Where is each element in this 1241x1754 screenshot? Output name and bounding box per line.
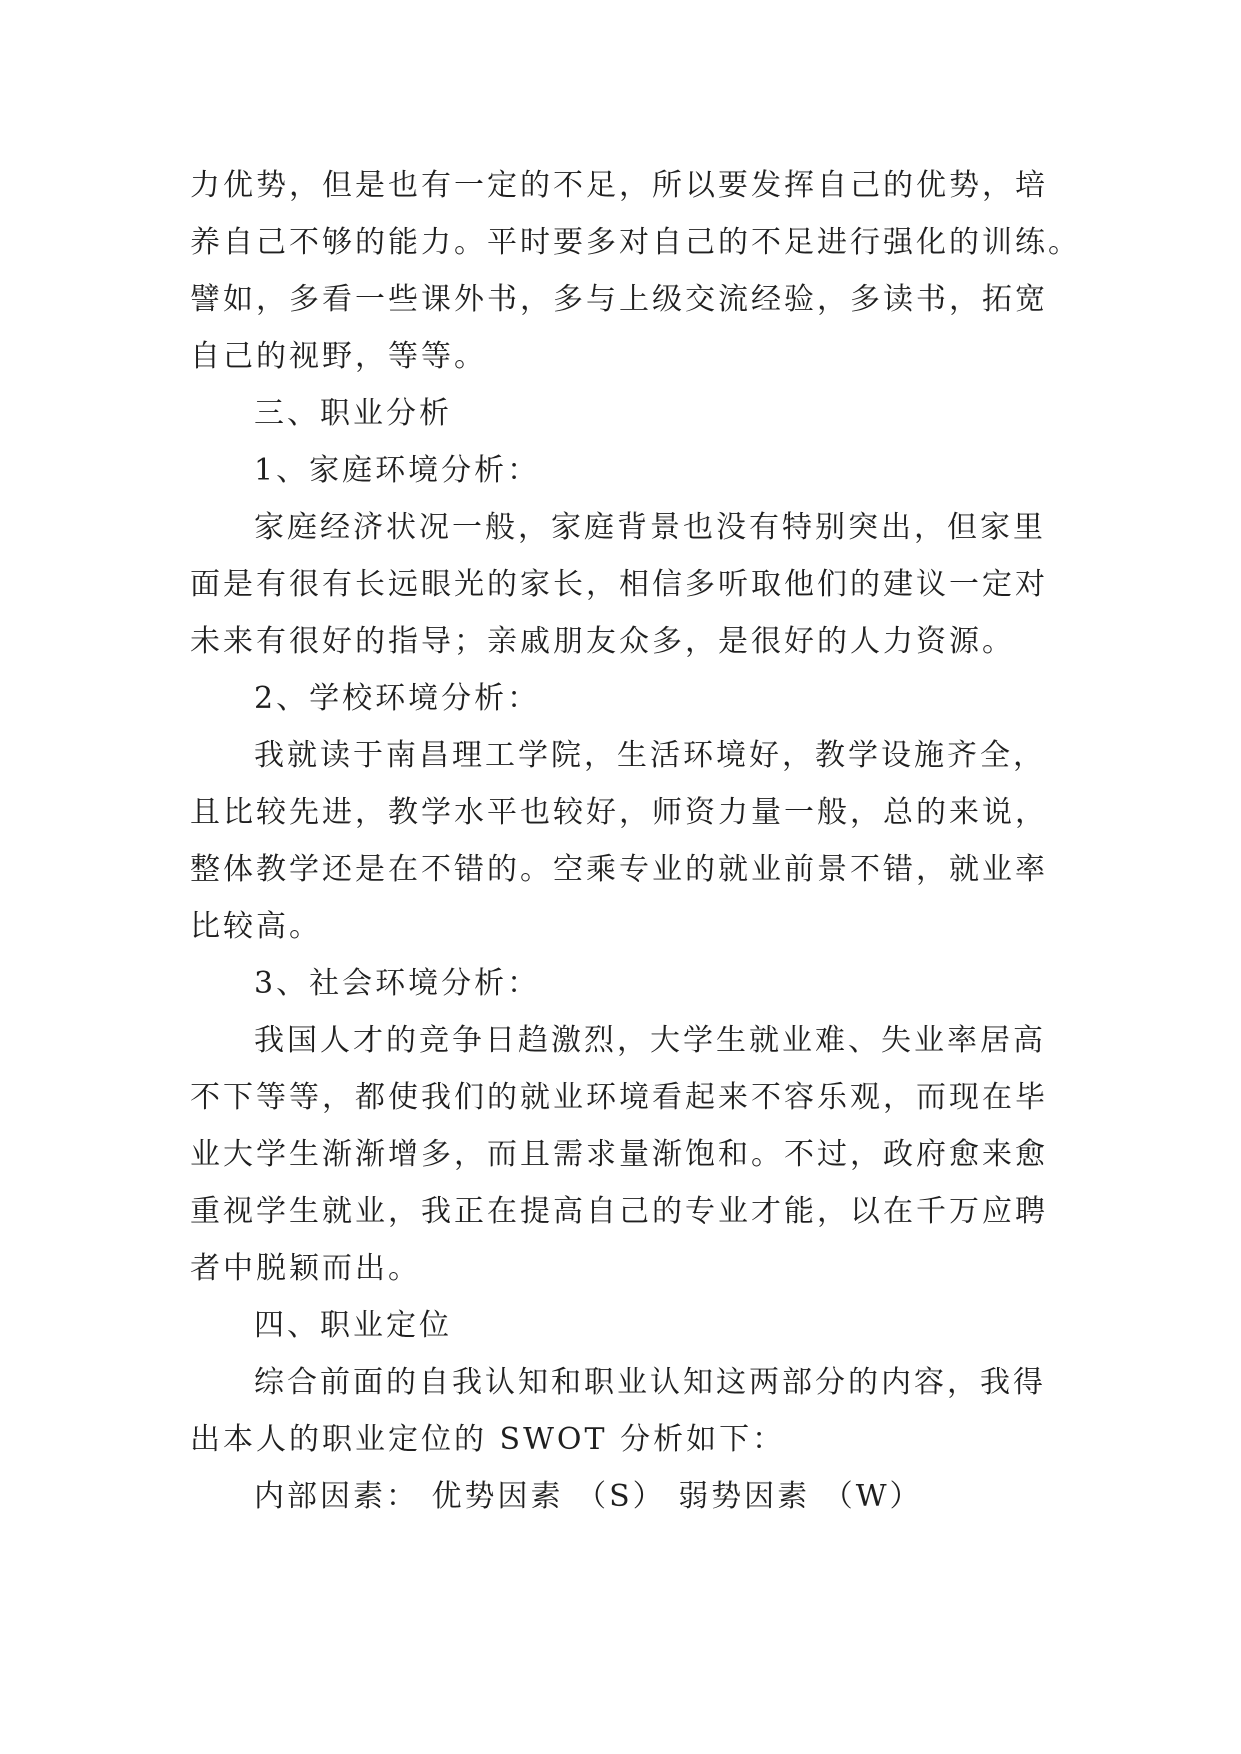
paragraph-line: 力优势，但是也有一定的不足，所以要发挥自己的优势，培 — [190, 168, 1048, 203]
paragraph-line: 我就读于南昌理工学院，生活环境好，教学设施齐全， — [254, 738, 1046, 773]
paragraph-line: 家庭经济状况一般，家庭背景也没有特别突出，但家里 — [254, 510, 1046, 545]
paragraph-line: 譬如，多看一些课外书，多与上级交流经验，多读书，拓宽 — [190, 282, 1048, 317]
paragraph-line: 养自己不够的能力。平时要多对自己的不足进行强化的训练。 — [190, 225, 1081, 260]
paragraph-line: 重视学生就业，我正在提高自己的专业才能，以在千万应聘 — [190, 1194, 1048, 1229]
section-heading-career-positioning: 四、职业定位 — [254, 1308, 452, 1343]
paragraph-line: 不下等等，都使我们的就业环境看起来不容乐观，而现在毕 — [190, 1080, 1048, 1115]
paragraph-line: 出本人的职业定位的 SWOT 分析如下： — [190, 1422, 786, 1457]
paragraph-line: 综合前面的自我认知和职业认知这两部分的内容，我得 — [254, 1365, 1046, 1400]
paragraph-line: 自己的视野，等等。 — [190, 339, 487, 374]
paragraph-line: 我国人才的竞争日趋激烈，大学生就业难、失业率居高 — [254, 1023, 1046, 1058]
subheading-social-environment: 3、社会环境分析： — [254, 966, 541, 1001]
paragraph-line: 面是有很有长远眼光的家长，相信多听取他们的建议一定对 — [190, 567, 1048, 602]
paragraph-line: 业大学生渐渐增多，而且需求量渐饱和。不过，政府愈来愈 — [190, 1137, 1048, 1172]
swot-internal-factors-line: 内部因素： 优势因素 （S） 弱势因素 （W） — [254, 1479, 923, 1514]
paragraph-line: 未来有很好的指导；亲戚朋友众多，是很好的人力资源。 — [190, 624, 1015, 659]
paragraph-line: 者中脱颖而出。 — [190, 1251, 421, 1286]
subheading-family-environment: 1、家庭环境分析： — [254, 453, 541, 488]
section-heading-career-analysis: 三、职业分析 — [254, 396, 452, 431]
paragraph-line: 整体教学还是在不错的。空乘专业的就业前景不错，就业率 — [190, 852, 1048, 887]
paragraph-line: 且比较先进，教学水平也较好，师资力量一般，总的来说， — [190, 795, 1048, 830]
subheading-school-environment: 2、学校环境分析： — [254, 681, 541, 716]
paragraph-line: 比较高。 — [190, 909, 322, 944]
